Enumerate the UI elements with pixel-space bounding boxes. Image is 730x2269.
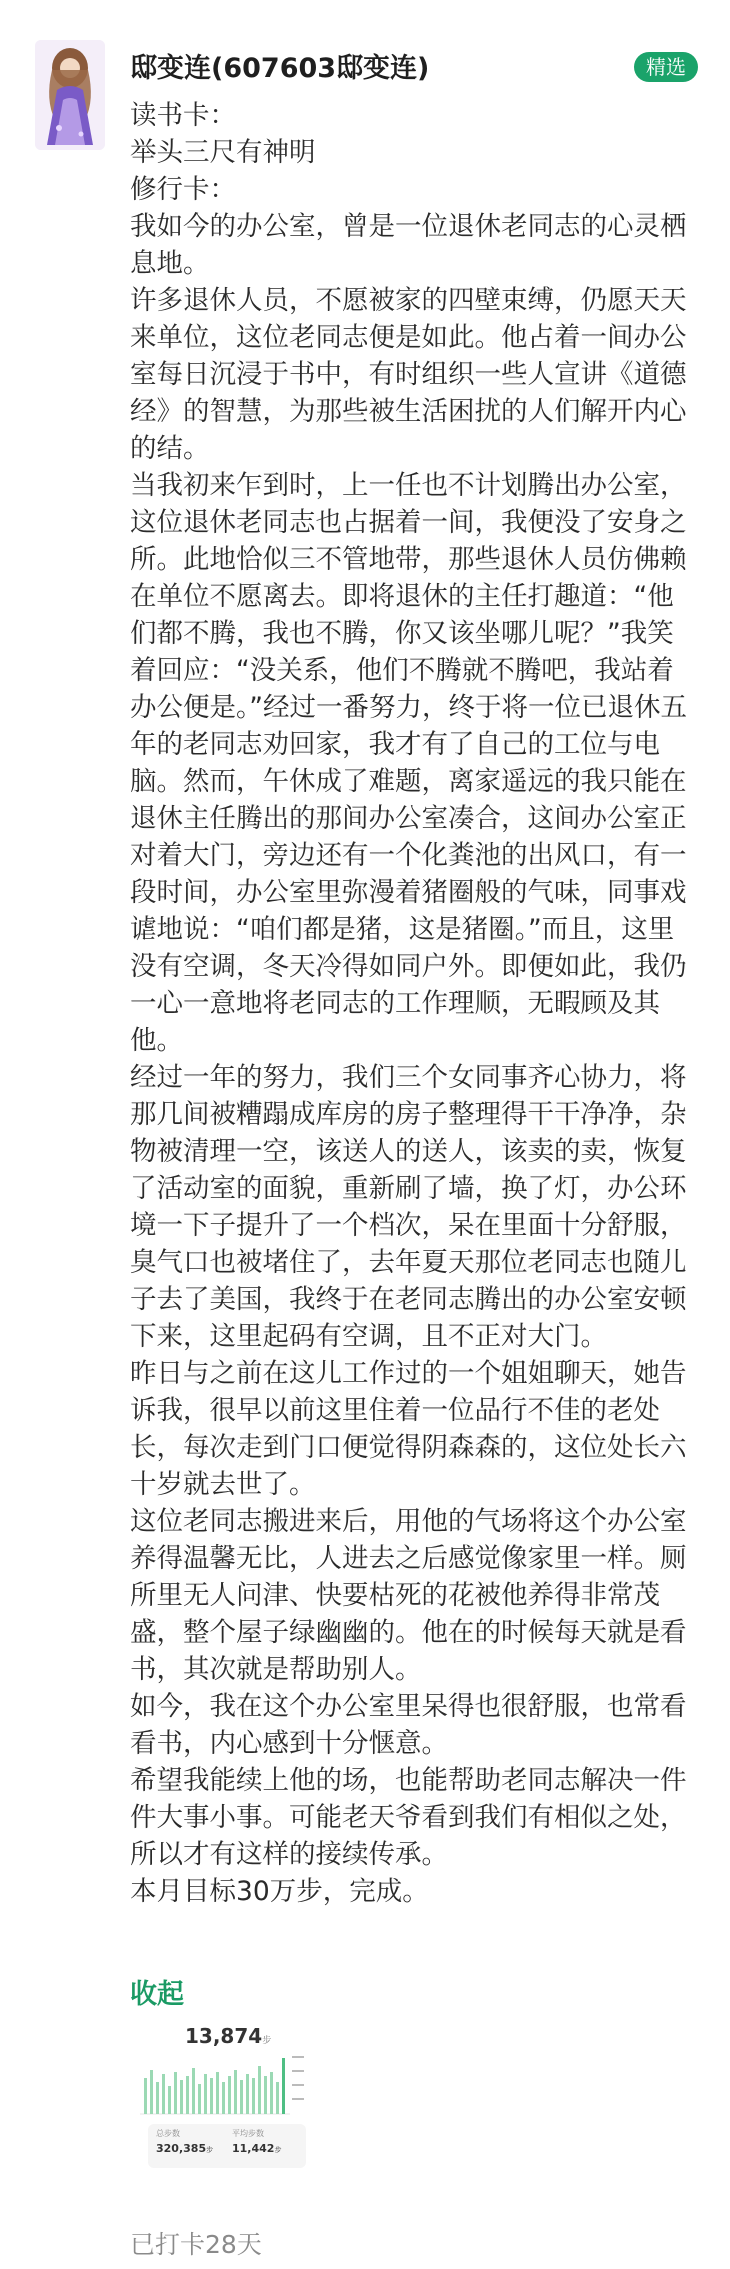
today-steps-unit: 步 — [262, 2036, 272, 2046]
collapse-link[interactable]: 收起 — [130, 1979, 184, 2010]
featured-badge: 精选 — [634, 52, 698, 82]
total-steps-stat — [156, 2128, 213, 2155]
avg-steps-value: 11,442步 — [232, 2142, 282, 2155]
content-paragraph: 这位老同志搬进来后，用他的气场将这个办公室养得温馨无比，人进去之后感觉像家里一样。厕所里无人问津、快要枯死的花被他养得非常茂盛，整个屋子绿幽幽的。他在的时候每天就是看书，其次就是帮助别人。 — [130, 1506, 687, 1685]
author-name[interactable]: 邸变连(607603邸变连) — [130, 53, 430, 84]
today-steps — [185, 2024, 271, 2048]
avg-steps-label: 平均步数 — [232, 2129, 264, 2138]
content-line: 举头三尺有神明 — [130, 137, 316, 168]
content-paragraph: 本月目标30万步，完成。 — [130, 1876, 429, 1907]
avg-steps-stat — [232, 2128, 281, 2155]
bar-group — [144, 2058, 285, 2114]
post-content — [130, 97, 700, 1910]
avatar[interactable] — [35, 40, 105, 150]
checkin-days: 已打卡28天 — [130, 2230, 262, 2259]
content-paragraph: 当我初来乍到时，上一任也不计划腾出办公室，这位退休老同志也占据着一间，我便没了安身之所。此地恰似三不管地带，那些退休人员仿佛赖在单位不愿离去。即将退休的主任打趣道：“他们都不腾，我也不腾，你又该坐哪儿呢？”我笑着回应：“没关系，他们不腾就不腾吧，我站着办公便是。”经过一番努力，终于将一位已退休五年的老同志劝回家，我才有了自己的工位与电脑。然而，午休成了难题，离家遥远的我只能在退休主任腾出的那间办公室凑合，这间办公室正对着大门，旁边还有一个化粪池的出风口，有一段时间，办公室里弥漫着猪圈般的气味，同事戏谑地说：“咱们都是猪，这是猪圈。”而且，这里没有空调，冬天冷得如同户外。即便如此，我仍一心一意地将老同志的工作理顺，无暇顾及其他。 — [130, 470, 687, 1056]
step-screenshot[interactable] — [140, 2020, 310, 2160]
content-paragraph: 我如今的办公室，曾是一位退休老同志的心灵栖息地。 — [130, 211, 687, 279]
avatar-image — [35, 40, 105, 150]
content-line: 读书卡： — [130, 100, 236, 131]
total-steps-label: 总步数 — [156, 2129, 180, 2138]
content-paragraph: 昨日与之前在这儿工作过的一个姐姐聊天，她告诉我，很早以前这里住着一位品行不佳的老处长，每次走到门口便觉得阴森森的，这位处长六十岁就去世了。 — [130, 1358, 687, 1500]
content-paragraph: 如今，我在这个办公室里呆得也很舒服，也常看看书，内心感到十分惬意。 — [130, 1691, 687, 1759]
content-paragraph: 希望我能续上他的场，也能帮助老同志解决一件件大事小事。可能老天爷看到我们有相似之处，所以才有这样的接续传承。 — [130, 1765, 687, 1870]
content-line: 修行卡： — [130, 174, 236, 205]
step-stats — [148, 2124, 306, 2168]
step-bar-chart — [140, 2048, 310, 2120]
content-paragraph: 许多退休人员，不愿被家的四壁束缚，仍愿天天来单位，这位老同志便是如此。他占着一间办公室每日沉浸于书中，有时组织一些人宣讲《道德经》的智慧，为那些被生活困扰的人们解开内心的结。 — [130, 285, 687, 464]
today-steps-value: 13,874 — [185, 2024, 263, 2048]
total-steps-value: 320,385步 — [156, 2142, 214, 2155]
content-paragraph: 经过一年的努力，我们三个女同事齐心协力，将那几间被糟蹋成库房的房子整理得干干净净，杂物被清理一空，该送人的送人，该卖的卖，恢复了活动室的面貌，重新刷了墙，换了灯，办公环境一下子提升了一个档次，呆在里面十分舒服，臭气口也被堵住了，去年夏天那位老同志也随儿子去了美国，我终于在老同志腾出的办公室安顿下来，这里起码有空调，且不正对大门。 — [130, 1062, 687, 1352]
